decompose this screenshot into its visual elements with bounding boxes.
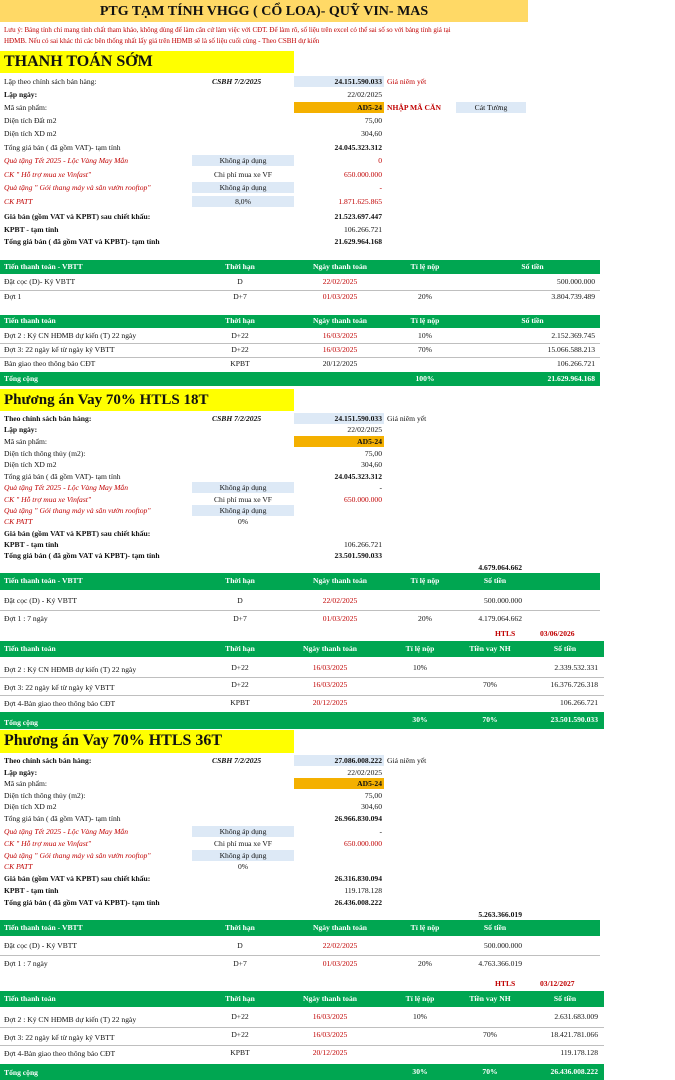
- row-date: 16/03/2025: [312, 663, 348, 672]
- land-area-value: 75,00: [364, 791, 382, 800]
- row-rate: 10%: [413, 663, 427, 672]
- promo-status[interactable]: 8,0%: [235, 197, 251, 206]
- after-discount-value: 26.316.830.094: [334, 874, 382, 883]
- row-amount: 500.000.000: [484, 596, 522, 605]
- row-loan: 70%: [483, 680, 497, 689]
- total-loan: 70%: [482, 1067, 498, 1076]
- promo-label: CK PATT: [4, 197, 33, 206]
- promo-status[interactable]: Không áp dụng: [219, 156, 267, 165]
- kpbt-value: 119.178.128: [344, 886, 382, 895]
- col-header: Tiến thanh toán: [4, 994, 56, 1003]
- promo-label: Quà tặng Tết 2025 - Lộc Vàng May Mắn: [4, 156, 129, 165]
- promo-label: Quà tặng Tết 2025 - Lộc Vàng May Mắn: [4, 827, 129, 836]
- col-header: Tiền vay NH: [469, 644, 511, 653]
- row-loan: 70%: [483, 1030, 497, 1039]
- col-header: Thời hạn: [225, 994, 255, 1003]
- row-amount: 4.179.064.662: [478, 614, 522, 623]
- land-area-label: Diện tích Đất m2: [4, 116, 57, 125]
- date-label: Lập ngày:: [4, 425, 38, 434]
- row-label: Đợt 2 : Ký CN HĐMB dự kiến (T) 22 ngày: [4, 1015, 137, 1024]
- promo-value: -: [379, 483, 382, 492]
- product-label: Mã sản phẩm:: [4, 103, 48, 112]
- total-loan: 70%: [482, 715, 498, 724]
- htls-label: HTLS: [495, 979, 516, 988]
- total-label: Tổng cộng: [4, 1068, 38, 1077]
- row-term: D: [237, 277, 243, 286]
- row-divider: [0, 955, 600, 956]
- col-header: Tiến thanh toán - VBTT: [4, 262, 83, 271]
- promo-status[interactable]: 0%: [237, 862, 249, 871]
- row-rate: 20%: [418, 614, 432, 623]
- grand-total-label: Tổng giá bán ( đã gồm VAT và KPBT)- tạm tính: [4, 898, 160, 907]
- list-price: 27.086.008.222: [334, 756, 382, 765]
- row-term: D+22: [231, 1012, 249, 1021]
- promo-label: CK " Hỗ trợ mua xe Vinfast": [4, 495, 92, 504]
- row-term: D+22: [231, 663, 249, 672]
- col-header: Tỉ lệ nộp: [410, 576, 440, 585]
- promo-label: CK " Hỗ trợ mua xe Vinfast": [4, 839, 92, 848]
- total-price-value: 26.966.830.094: [334, 814, 382, 823]
- row-label: Đợt 1 : 7 ngày: [4, 614, 48, 623]
- row-amount: 119.178.128: [560, 1048, 598, 1057]
- row-amount: 4.763.366.019: [478, 959, 522, 968]
- date-value: 22/02/2025: [347, 768, 382, 777]
- promo-value: 0: [378, 156, 382, 165]
- col-header: Tỉ lệ nộp: [410, 316, 440, 325]
- row-date: 16/03/2025: [312, 1012, 348, 1021]
- total-rate: 100%: [415, 374, 435, 383]
- subtotal-value: 4.679.064.662: [478, 563, 522, 572]
- col-header: Thời hạn: [225, 316, 255, 325]
- total-rate: 30%: [412, 715, 428, 724]
- row-date: 16/03/2025: [312, 680, 348, 689]
- row-divider: [0, 677, 604, 678]
- row-label: Bàn giao theo thông báo CĐT: [4, 359, 96, 368]
- row-amount: 15.066.588.213: [547, 345, 595, 354]
- promo-value: -: [379, 827, 382, 836]
- col-header: Số tiền: [553, 994, 577, 1003]
- subtotal-value: 5.263.366.019: [478, 910, 522, 919]
- row-term: D: [237, 941, 243, 950]
- row-term: D: [237, 596, 243, 605]
- row-date: 16/03/2025: [322, 331, 358, 340]
- kpbt-value: 106.266.721: [344, 540, 382, 549]
- col-header: Tiền vay NH: [469, 994, 511, 1003]
- row-date: 01/03/2025: [322, 614, 358, 623]
- row-label: Đợt 1 : 7 ngày: [4, 959, 48, 968]
- row-term: D+22: [231, 680, 249, 689]
- grand-total-label: Tổng giá bán ( đã gồm VAT và KPBT)- tạm tính: [4, 237, 160, 246]
- col-header: Thời hạn: [225, 262, 255, 271]
- policy-value: CSBH 7/2/2025: [212, 77, 262, 86]
- row-label: Đặt cọc (D) - Ký VBTT: [4, 941, 78, 950]
- promo-status[interactable]: Không áp dụng: [219, 827, 267, 836]
- htls-date: 03/06/2026: [540, 629, 575, 638]
- date-label: Lập ngày:: [4, 90, 38, 99]
- promo-label: CK " Hỗ trợ mua xe Vinfast": [4, 170, 92, 179]
- land-area-value: 75,00: [364, 116, 382, 125]
- kpbt-value: 106.266.721: [344, 225, 382, 234]
- land-area-label: Diện tích thông thủy (m2):: [4, 791, 86, 800]
- row-divider: [0, 695, 604, 696]
- promo-value: 1.871.625.865: [338, 197, 382, 206]
- grand-total-value: 21.629.964.168: [334, 237, 382, 246]
- grand-total-label: Tổng giá bán ( đã gồm VAT và KPBT)- tạm tính: [4, 551, 160, 560]
- land-area-value: 75,00: [364, 449, 382, 458]
- promo-status[interactable]: Chi phí mua xe VF: [213, 839, 273, 848]
- row-term: D+22: [231, 331, 249, 340]
- row-date: 22/02/2025: [322, 596, 358, 605]
- promo-label: Quà tặng Tết 2025 - Lộc Vàng May Mắn: [4, 483, 129, 492]
- row-amount: 500.000.000: [557, 277, 595, 286]
- promo-label: Quà tặng " Gói thang máy và sân vườn rooftop": [4, 506, 151, 515]
- total-price-label: Tổng giá bán ( đã gồm VAT)- tạm tính: [4, 814, 121, 823]
- product-label: Mã sản phẩm:: [4, 437, 48, 446]
- row-term: D+22: [231, 345, 249, 354]
- row-date: 20/12/2025: [322, 359, 358, 368]
- col-header: Thời hạn: [225, 576, 255, 585]
- list-price: 24.151.590.033: [334, 77, 382, 86]
- build-area-label: Diện tích XD m2: [4, 802, 57, 811]
- col-header: Tiến thanh toán - VBTT: [4, 923, 83, 932]
- build-area-label: Diện tích XD m2: [4, 129, 57, 138]
- row-rate: 10%: [418, 331, 432, 340]
- row-label: Đợt 3: 22 ngày kể từ ngày ký VBTT: [4, 1033, 115, 1042]
- total-price-value: 24.045.323.312: [334, 472, 382, 481]
- notice-line-2: HĐMB. Nếu có sai khác thì các bên thống nhất lấy giá trên HĐMB sẽ là số liệu cuối cùng - Theo CSBH dự kiến: [4, 37, 320, 45]
- total-amount: 23.501.590.033: [550, 715, 598, 724]
- total-amount: 21.629.964.168: [547, 374, 595, 383]
- row-date: 01/03/2025: [322, 959, 358, 968]
- date-label: Lập ngày:: [4, 768, 38, 777]
- kpbt-label: KPBT - tạm tính: [4, 886, 59, 895]
- col-header: Tỉ lệ nộp: [405, 994, 435, 1003]
- row-amount: 500.000.000: [484, 941, 522, 950]
- notice-line-1: Lưu ý: Bảng tính chỉ mang tính chất tham khảo, không dùng để làm căn cứ làm việc với CĐT. Để làm rõ, số liệu trên excel có thể sai số so với bảng tính giá tại: [4, 26, 451, 34]
- row-divider: [0, 290, 600, 291]
- row-label: Đợt 1: [4, 292, 22, 301]
- policy-value: CSBH 7/2/2025: [212, 414, 262, 423]
- row-label: Đặt cọc (D)- Ký VBTT: [4, 277, 76, 286]
- promo-status[interactable]: 0%: [237, 517, 249, 526]
- after-discount-label: Giá bán (gồm VAT và KPBT) sau chiết khấu:: [4, 874, 151, 883]
- promo-status[interactable]: Không áp dụng: [219, 183, 267, 192]
- row-term: D+22: [231, 1030, 249, 1039]
- total-rate: 30%: [412, 1067, 428, 1076]
- row-amount: 106.266.721: [557, 359, 595, 368]
- promo-status[interactable]: Không áp dụng: [219, 506, 267, 515]
- promo-value: 650.000.000: [344, 839, 382, 848]
- total-label: Tổng cộng: [4, 718, 38, 727]
- build-area-label: Diện tích XD m2: [4, 460, 57, 469]
- list-price-note: Giá niêm yết: [387, 756, 427, 765]
- promo-label: Quà tặng " Gói thang máy và sân vườn rooftop": [4, 851, 151, 860]
- row-date: 22/02/2025: [322, 941, 358, 950]
- row-term: D+7: [233, 614, 247, 623]
- row-label: Đợt 3: 22 ngày kể từ ngày ký VBTT: [4, 683, 115, 692]
- total-price-label: Tổng giá bán ( đã gồm VAT)- tạm tính: [4, 472, 121, 481]
- land-area-label: Diện tích thông thủy (m2):: [4, 449, 86, 458]
- row-label: Đợt 4-Bàn giao theo thông báo CĐT: [4, 699, 116, 708]
- col-header: Tỉ lệ nộp: [410, 262, 440, 271]
- kpbt-label: KPBT - tạm tính: [4, 540, 59, 549]
- row-divider: [0, 357, 600, 358]
- row-divider: [0, 610, 600, 611]
- after-discount-label: Giá bán (gồm VAT và KPBT) sau chiết khấu:: [4, 529, 151, 538]
- total-price-label: Tổng giá bán ( đã gồm VAT)- tạm tính: [4, 143, 121, 152]
- total-label: Tổng cộng: [4, 374, 38, 383]
- kpbt-label: KPBT - tạm tính: [4, 225, 59, 234]
- row-date: 16/03/2025: [312, 1030, 348, 1039]
- section-heading: Phương án Vay 70% HTLS 18T: [4, 392, 209, 408]
- col-header: Thời hạn: [225, 644, 255, 653]
- date-value: 22/02/2025: [347, 425, 382, 434]
- row-date: 20/12/2025: [312, 1048, 348, 1057]
- promo-label: Quà tặng " Gói thang máy và sân vườn rooftop": [4, 183, 151, 192]
- build-area-value: 304,60: [361, 129, 382, 138]
- promo-status[interactable]: Chi phí mua xe VF: [213, 170, 273, 179]
- section-heading: THANH TOÁN SỚM: [4, 53, 153, 70]
- row-rate: 20%: [418, 292, 432, 301]
- promo-status[interactable]: Không áp dụng: [219, 483, 267, 492]
- row-rate: 20%: [418, 959, 432, 968]
- row-term: KPBT: [230, 1048, 250, 1057]
- row-amount: 2.339.532.331: [554, 663, 598, 672]
- col-header: Ngày thanh toán: [312, 923, 367, 932]
- policy-value: CSBH 7/2/2025: [212, 756, 262, 765]
- row-term: D+7: [233, 959, 247, 968]
- policy-label: Theo chính sách bán hàng:: [4, 756, 92, 765]
- col-header: Số tiền: [553, 644, 577, 653]
- col-header: Tỉ lệ nộp: [410, 923, 440, 932]
- product-tag: Cát Tường: [474, 103, 508, 112]
- list-price-note: Giá niêm yết: [387, 77, 427, 86]
- row-label: Đợt 2 : Ký CN HĐMB dự kiến (T) 22 ngày: [4, 665, 137, 674]
- col-header: Thời hạn: [225, 923, 255, 932]
- list-price: 24.151.590.033: [334, 414, 382, 423]
- grand-total-value: 26.436.008.222: [334, 898, 382, 907]
- col-header: Ngày thanh toán: [312, 262, 367, 271]
- row-amount: 106.266.721: [560, 698, 598, 707]
- total-amount: 26.436.008.222: [550, 1067, 598, 1076]
- col-header: Ngày thanh toán: [312, 576, 367, 585]
- date-value: 22/02/2025: [347, 90, 382, 99]
- promo-status[interactable]: Chi phí mua xe VF: [213, 495, 273, 504]
- col-header: Ngày thanh toán: [312, 316, 367, 325]
- policy-label: Theo chính sách bán hàng:: [4, 414, 92, 423]
- row-rate: 70%: [418, 345, 432, 354]
- page-title: PTG TẠM TÍNH VHGG ( CỔ LOA)- QUỸ VIN- MAS: [99, 4, 429, 19]
- col-header: Ngày thanh toán: [302, 644, 357, 653]
- htls-label: HTLS: [495, 629, 516, 638]
- section-heading: Phương án Vay 70% HTLS 36T: [4, 732, 223, 749]
- build-area-value: 304,60: [361, 802, 382, 811]
- product-code[interactable]: AD5-24: [357, 103, 382, 112]
- row-amount: 16.376.726.318: [550, 680, 598, 689]
- row-label: Đặt cọc (D) - Ký VBTT: [4, 596, 78, 605]
- row-term: D+7: [233, 292, 247, 301]
- policy-label: Lập theo chính sách bán hàng:: [4, 77, 97, 86]
- product-label: Mã sản phẩm:: [4, 779, 48, 788]
- promo-value: 650.000.000: [344, 170, 382, 179]
- row-date: 20/12/2025: [312, 698, 348, 707]
- col-header: Số tiền: [521, 316, 544, 325]
- product-code[interactable]: AD5-24: [357, 437, 382, 446]
- product-code[interactable]: AD5-24: [357, 779, 382, 788]
- product-hint: NHẬP MÃ CĂN: [387, 103, 441, 112]
- row-date: 22/02/2025: [322, 277, 358, 286]
- grand-total-value: 23.501.590.033: [334, 551, 382, 560]
- total-price-value: 24.045.323.312: [334, 143, 382, 152]
- list-price-note: Giá niêm yết: [387, 414, 427, 423]
- row-divider: [0, 343, 600, 344]
- row-amount: 2.152.369.745: [551, 331, 595, 340]
- col-header: Tiến thanh toán - VBTT: [4, 576, 83, 585]
- col-header: Số tiền: [483, 576, 507, 585]
- row-amount: 3.804.739.489: [551, 292, 595, 301]
- row-date: 01/03/2025: [322, 292, 358, 301]
- build-area-value: 304,60: [361, 460, 382, 469]
- col-header: Tiến thanh toán: [4, 316, 56, 325]
- after-discount-label: Giá bán (gồm VAT và KPBT) sau chiết khấu:: [4, 212, 151, 221]
- row-amount: 18.421.781.066: [550, 1030, 598, 1039]
- row-term: KPBT: [230, 698, 250, 707]
- promo-value: -: [379, 183, 382, 192]
- col-header: Tiến thanh toán: [4, 644, 56, 653]
- col-header: Số tiền: [521, 262, 544, 271]
- col-header: Số tiền: [483, 923, 507, 932]
- row-date: 16/03/2025: [322, 345, 358, 354]
- promo-label: CK PATT: [4, 517, 33, 526]
- row-amount: 2.631.683.009: [554, 1012, 598, 1021]
- row-label: Đợt 3: 22 ngày kể từ ngày ký VBTT: [4, 345, 115, 354]
- col-header: Ngày thanh toán: [302, 994, 357, 1003]
- htls-date: 03/12/2027: [540, 979, 575, 988]
- promo-value: 650.000.000: [344, 495, 382, 504]
- row-divider: [0, 1027, 604, 1028]
- row-label: Đợt 2 : Ký CN HĐMB dự kiến (T) 22 ngày: [4, 331, 137, 340]
- promo-status[interactable]: Không áp dụng: [219, 851, 267, 860]
- row-rate: 10%: [413, 1012, 427, 1021]
- row-divider: [0, 1045, 604, 1046]
- after-discount-value: 21.523.697.447: [334, 212, 382, 221]
- row-label: Đợt 4-Bàn giao theo thông báo CĐT: [4, 1049, 116, 1058]
- col-header: Tỉ lệ nộp: [405, 644, 435, 653]
- row-term: KPBT: [230, 359, 250, 368]
- promo-label: CK PATT: [4, 862, 33, 871]
